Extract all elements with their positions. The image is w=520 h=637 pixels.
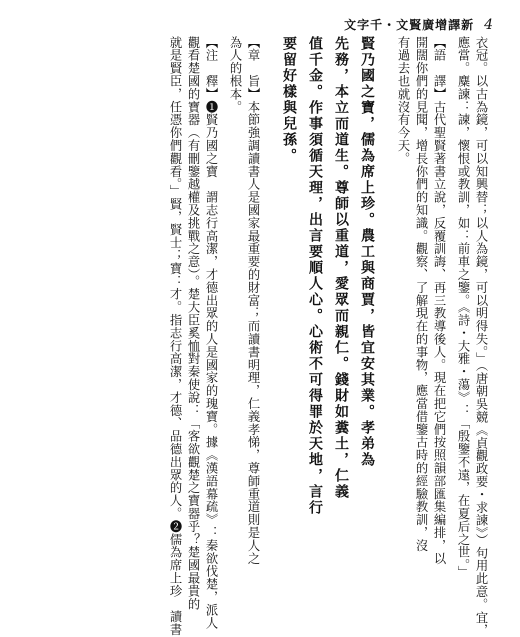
translation-column: 有過去也就沒有今天。: [396, 36, 410, 165]
notes-column: 就是賢臣，任憑你們觀看。」賢，賢士；寶：才。指志行高潔，才德、品德出眾的人。❷儒為席上珍 讀書: [168, 36, 182, 637]
header-title: 文字千・文賢廣增譯新: [344, 18, 475, 32]
notes-column: 觀看楚國的寶器（有刪鑒越權及挑戰之意）。楚大臣奚恤對秦使說：「客欲觀楚之寶器乎？楚國最貴的: [186, 36, 200, 611]
running-header: [344, 16, 494, 33]
main-text-column: 要留好樣與兒孫。: [281, 36, 297, 164]
translation-column: 開闊你們的見聞，增長你們的知識。觀察、了解現在的事物，應當借鑒古時的經驗教訓，沒: [414, 36, 428, 552]
page-number: 4: [484, 16, 494, 33]
gist-column: 【章 旨】本節強調讀書人是國家最重要的財富；而讀書明理，仁義孝悌，尊師重道則是人之: [246, 36, 260, 565]
commentary-column: 衣冠。以古為鏡，可以知興替；以人為鏡，可以明得失。」（唐朝吳競《貞觀政要・求諫》）句用此意。宜，: [474, 36, 488, 637]
vertical-text-body: [166, 36, 490, 637]
main-text-column: 賢乃國之寶，儒為席上珍。農工與商賈，皆宜安其業。孝弟為: [359, 36, 375, 468]
notes-column: 【注 釋】❶賢乃國之寶 謂志行高潔，才德出眾的人是國家的瑰寶。據《漢語幕疏》：秦欲伐楚，派人: [204, 36, 218, 630]
main-text-column: 先務，本立而道生。尊師以重道，愛眾而親仁。錢財如糞土，仁義: [333, 36, 349, 500]
gist-column: 為人的根本。: [228, 36, 242, 114]
commentary-column: 應當。麋諫：諫，懷恨或教訓，如：前車之鑒。《詩・大雅・蕩》：「殷鑒不遠，在夏后之世。」: [456, 36, 470, 579]
translation-column: 【語 譯】古代聖賢著書立說，反覆訓誨、再三教導後人。現在把它們按照韻部匯集編排，以: [432, 36, 446, 565]
main-text-column: 值千金。作事須循天理，出言要順人心。心術不可得罪於天地，言行: [307, 36, 323, 516]
